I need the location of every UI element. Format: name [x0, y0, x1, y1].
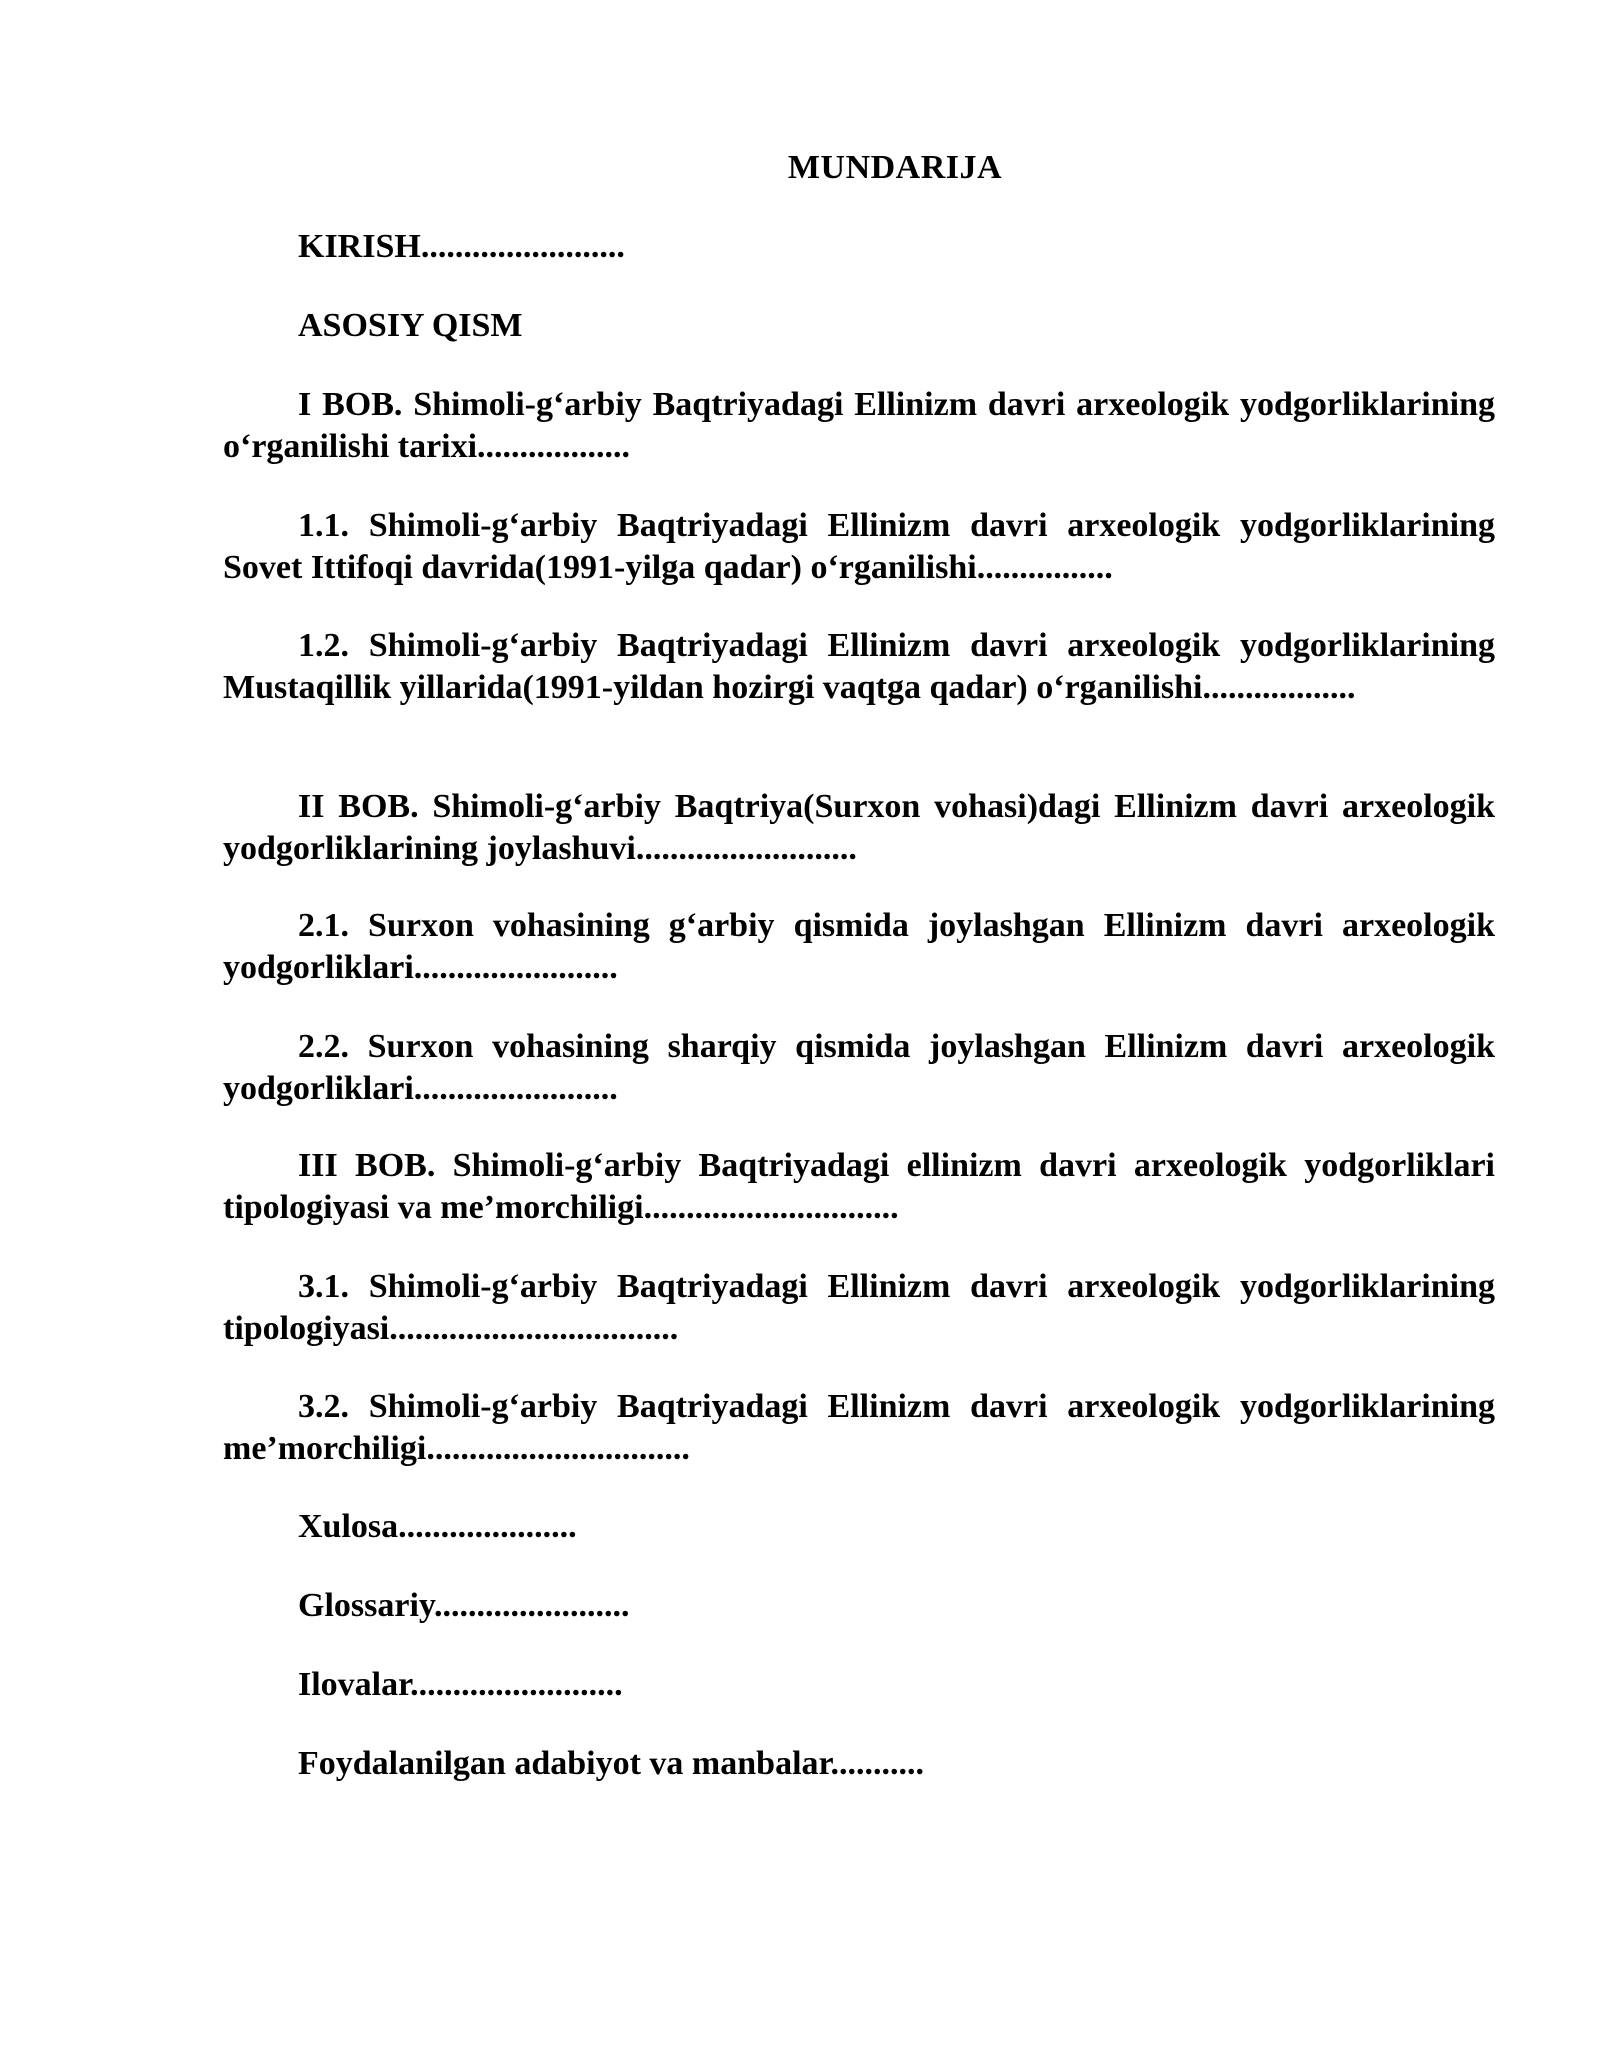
toc-entry-section-3-2: 3.2. Shimoli-g‘arbiy Baqtriyadagi Ellinizm davri arxeologik yodgorliklarining me’morchiligi...............................	[223, 1388, 1495, 1467]
toc-entry-section-3-1: 3.1. Shimoli-g‘arbiy Baqtriyadagi Ellinizm davri arxeologik yodgorliklarining tipologiyasi..................................	[223, 1268, 1495, 1347]
toc-entry-chapter-3: III BOB. Shimoli-g‘arbiy Baqtriyadagi ellinizm davri arxeologik yodgorliklari tipologiyasi va me’morchiligi..............................	[223, 1147, 1495, 1226]
toc-entry-section-2-2: 2.2. Surxon vohasining sharqiy qismida joylashgan Ellinizm davri arxeologik yodgorliklari........................	[223, 1028, 1495, 1107]
toc-entry-xulosa: Xulosa.....................	[298, 1508, 577, 1545]
toc-entry-chapter-1: I BOB. Shimoli-g‘arbiy Baqtriyadagi Ellinizm davri arxeologik yodgorliklarining o‘rganilishi tarixi..................	[223, 386, 1495, 465]
toc-entry-adabiyot: Foydalanilgan adabiyot va manbalar...........	[298, 1745, 924, 1782]
toc-entry-section-1-1: 1.1. Shimoli-g‘arbiy Baqtriyadagi Ellinizm davri arxeologik yodgorliklarining Sovet Ittifoqi davrida(1991-yilga qadar) o‘rganilishi................	[223, 507, 1495, 586]
toc-entry-asosiy-qism: ASOSIY QISM	[298, 307, 523, 344]
toc-entry-kirish: KIRISH........................	[298, 228, 625, 265]
toc-entry-glossariy: Glossariy.......................	[298, 1587, 630, 1624]
toc-title: MUNDARIJA	[787, 149, 1003, 186]
toc-entry-ilovalar: Ilovalar.........................	[298, 1666, 623, 1703]
toc-entry-chapter-2: II BOB. Shimoli-g‘arbiy Baqtriya(Surxon vohasi)dagi Ellinizm davri arxeologik yodgorliklarining joylashuvi..........................	[223, 788, 1495, 867]
toc-entry-section-2-1: 2.1. Surxon vohasining g‘arbiy qismida joylashgan Ellinizm davri arxeologik yodgorliklari........................	[223, 907, 1495, 986]
toc-entry-section-1-2: 1.2. Shimoli-g‘arbiy Baqtriyadagi Ellinizm davri arxeologik yodgorliklarining Mustaqillik yillarida(1991-yildan hozirgi vaqtga qadar) o‘rganilishi..................	[223, 627, 1495, 706]
